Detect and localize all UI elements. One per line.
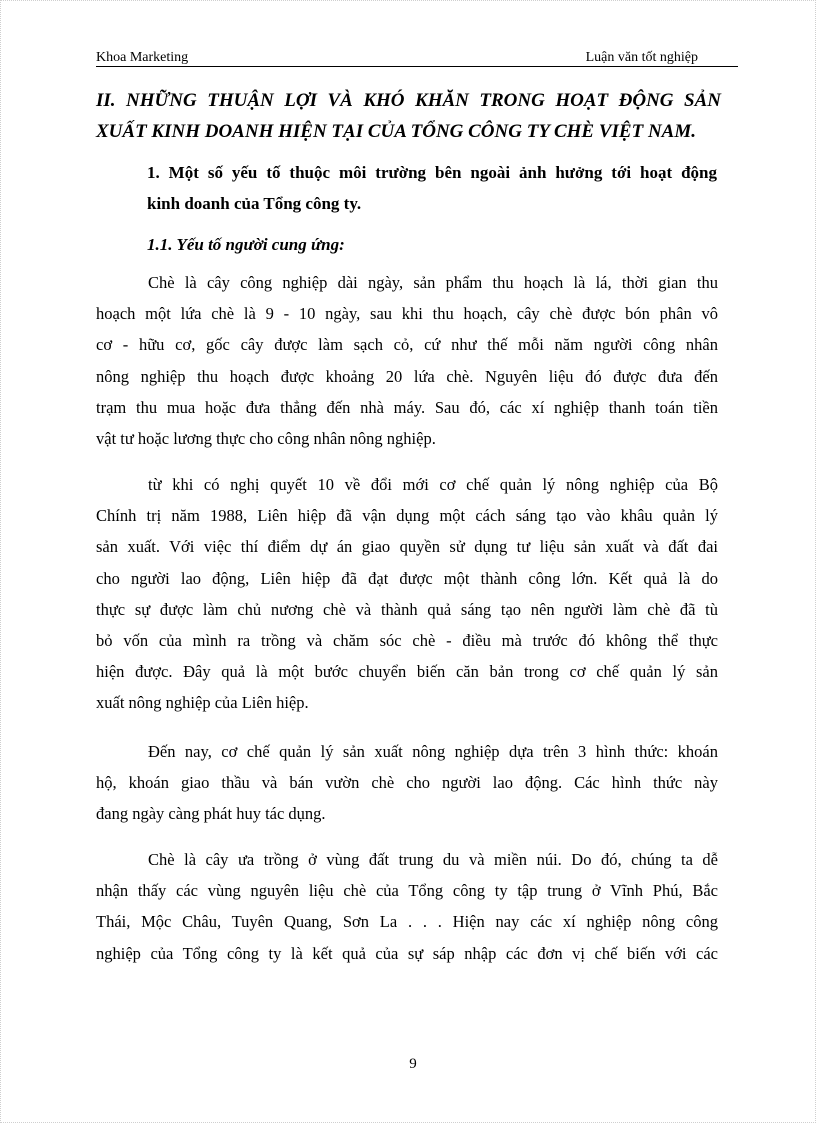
paragraph-line: Đến nay, cơ chế quản lý sản xuất nông nghiệp dựa trên 3 hình thức: khoán	[148, 742, 718, 761]
header-document-type: Luận văn tốt nghiệp	[585, 50, 698, 65]
paragraph-line: Chè là cây công nghiệp dài ngày, sản phẩm thu hoạch là lá, thời gian thu	[148, 273, 718, 292]
paragraph-line: nghiệp của Tổng công ty là kết quả của sự sáp nhập các đơn vị chế biến với các	[96, 943, 718, 963]
paragraph-line: Chè là cây ưa trồng ở vùng đất trung du và miền núi. Do đó, chúng ta dễ	[148, 850, 718, 869]
paragraph-line: từ khi có nghị quyết 10 về đổi mới cơ chế quản lý nông nghiệp của Bộ	[148, 475, 718, 494]
paragraph-line: Thái, Mộc Châu, Tuyên Quang, Sơn La . . . Hiện nay các xí nghiệp nông công	[96, 912, 718, 932]
paragraph-line: trạm thu mua hoặc đưa thẳng đến nhà máy. Sau đó, các xí nghiệp thanh toán tiền	[96, 397, 718, 417]
header-rule	[96, 66, 738, 67]
paragraph-line: hộ, khoán giao thầu và bán vườn chè cho người lao động. Các hình thức này	[96, 773, 718, 793]
paragraph-suppliers-2	[96, 469, 718, 719]
section-title-line: XUẤT KINH DOANH HIỆN TẠI CỦA TỔNG CÔNG TY CHÈ VIỆT NAM.	[96, 121, 696, 142]
paragraph-suppliers-3	[96, 736, 718, 830]
paragraph-line: đang ngày càng phát huy tác dụng.	[96, 804, 326, 824]
page-header	[96, 50, 716, 70]
paragraph-line: sản xuất. Với việc thí điểm dự án giao quyền sử dụng tư liệu sản xuất và đất đai	[96, 537, 718, 557]
header-faculty: Khoa Marketing	[96, 50, 189, 65]
subheading-1-line: kinh doanh của Tổng công ty.	[147, 194, 362, 213]
paragraph-line: cơ - hữu cơ, gốc cây được làm sạch cỏ, cứ như thế mỗi năm người công nhân	[96, 335, 718, 355]
paragraph-line: bỏ vốn của mình ra trồng và chăm sóc chè - điều mà trước đó không thể thực	[96, 631, 718, 651]
page-number: 9	[409, 1056, 417, 1072]
paragraph-line: thực sự được làm chủ nương chè và thành quả sáng tạo nên người làm chè đã tù	[96, 599, 718, 619]
section-title-line: II. NHỮNG THUẬN LỢI VÀ KHÓ KHĂN TRONG HOẠT ĐỘNG SẢN	[96, 90, 721, 111]
paragraph-line: xuất nông nghiệp của Liên hiệp.	[96, 693, 309, 713]
subheading-1	[147, 157, 717, 219]
paragraph-line: vật tư hoặc lương thực cho công nhân nông nghiệp.	[96, 429, 436, 449]
subheading-1-line: 1. Một số yếu tố thuộc môi trường bên ngoài ảnh hưởng tới hoạt động	[147, 163, 717, 182]
paragraph-suppliers-4	[96, 844, 718, 969]
paragraph-line: Chính trị năm 1988, Liên hiệp đã vận dụng một cách sáng tạo vào khâu quản lý	[96, 506, 718, 526]
subheading-2: 1.1. Yếu tố người cung ứng:	[147, 235, 345, 254]
paragraph-line: cho người lao động, Liên hiệp đã đạt được một thành công lớn. Kết quả là do	[96, 568, 718, 588]
paragraph-line: hoạch một lứa chè là 9 - 10 ngày, sau khi thu hoạch, cây chè được bón phân vô	[96, 304, 718, 324]
paragraph-line: nông nghiệp thu hoạch được khoảng 20 lứa chè. Nguyên liệu đó được đưa đến	[96, 366, 718, 386]
paragraph-suppliers-1	[96, 267, 718, 454]
paragraph-line: hiện được. Đây quả là một bước chuyển biến căn bản trong cơ chế quản lý sản	[96, 662, 718, 682]
paragraph-line: nhận thấy các vùng nguyên liệu chè của Tổng công ty tập trung ở Vĩnh Phú, Bắc	[96, 881, 718, 901]
section-title	[96, 85, 721, 147]
